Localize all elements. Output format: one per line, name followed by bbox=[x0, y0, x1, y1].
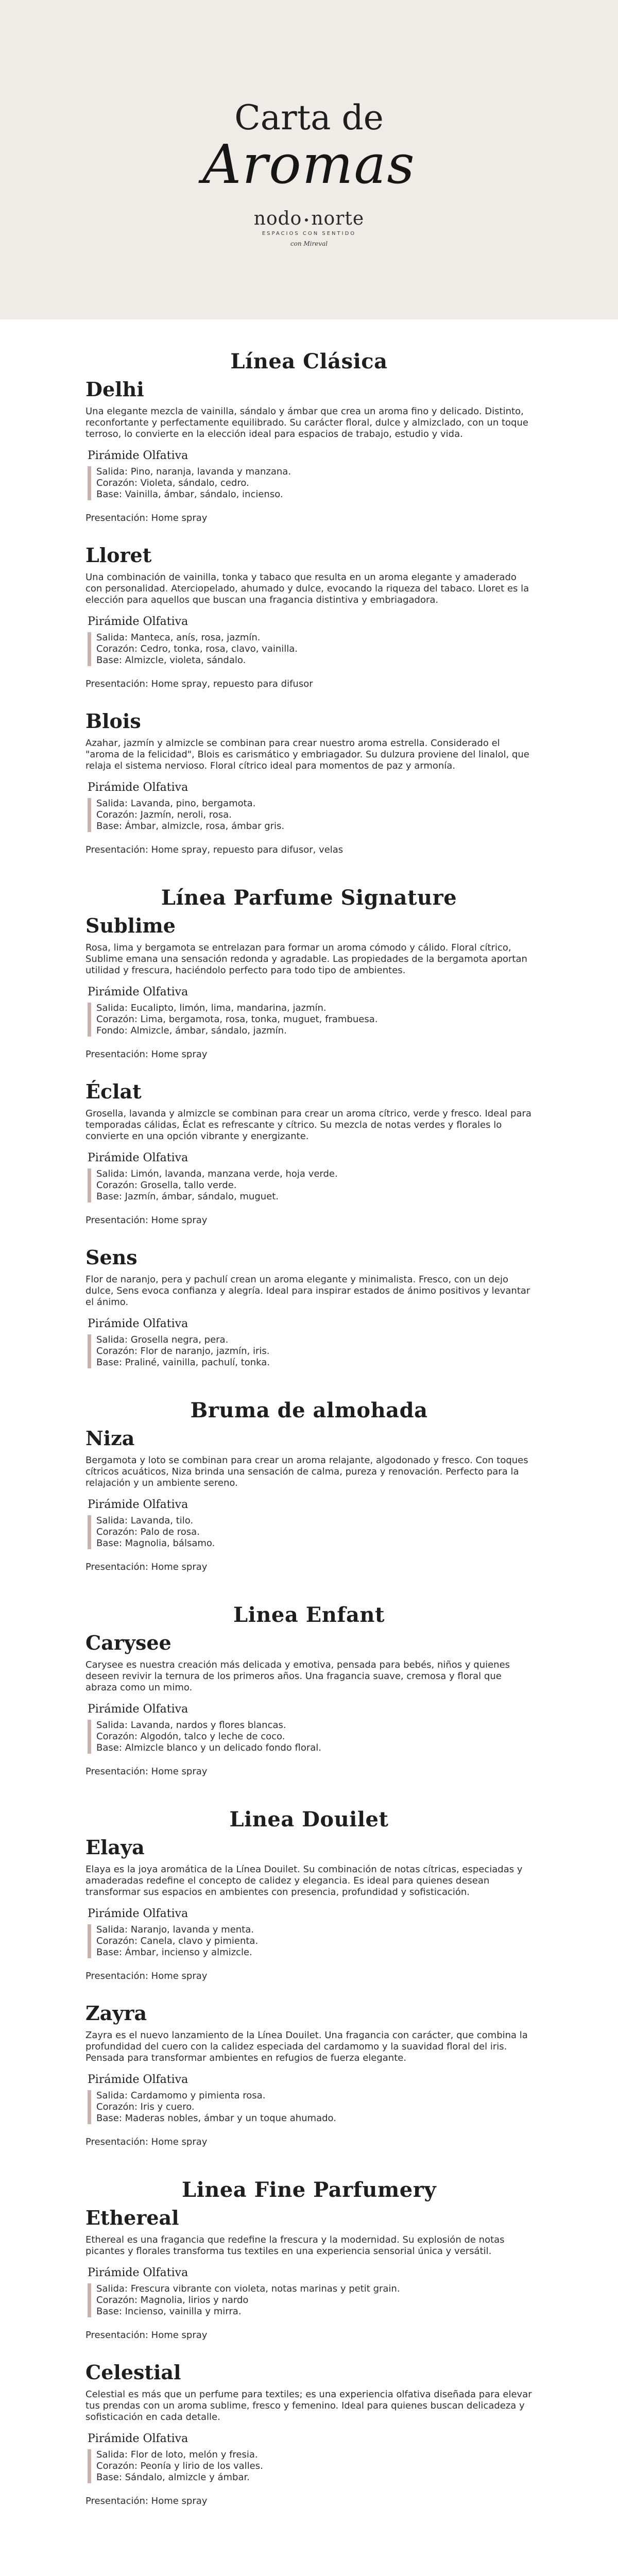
product-entry bbox=[85, 2361, 533, 2507]
pyramid-title: Pirámide Olfativa bbox=[88, 1703, 188, 1716]
product-entry bbox=[85, 1631, 533, 1777]
catalog-content bbox=[0, 319, 618, 2527]
catalog-section bbox=[85, 886, 533, 1368]
note-line: Corazón: Palo de rosa. bbox=[96, 1527, 200, 1537]
product-presentation: Presentación: Home spray bbox=[85, 1562, 208, 1572]
product-entry bbox=[85, 2206, 533, 2341]
catalog-section bbox=[85, 1807, 533, 2148]
catalog-section bbox=[85, 349, 533, 856]
product-description: Una combinación de vainilla, tonka y tabaco que resulta en un aroma elegante y amaderado con personalidad. Aterciopelado, ahumado y dulce, evocando la riqueza del tabaco. Lloret es la elección para aquellos que buscan una fragancia distintiva y embriagadora. bbox=[85, 572, 529, 605]
product-presentation: Presentación: Home spray bbox=[85, 2330, 208, 2341]
product-name: Celestial bbox=[85, 2361, 181, 2384]
brand-signature: con Mireval bbox=[290, 240, 328, 247]
note-line: Salida: Pino, naranja, lavanda y manzana. bbox=[96, 466, 291, 477]
brand-logo-left: nodo bbox=[253, 208, 302, 229]
section-title: Línea Clásica bbox=[230, 349, 388, 374]
section-title: Línea Parfume Signature bbox=[161, 886, 457, 910]
note-line: Corazón: Lima, bergamota, rosa, tonka, muguet, frambuesa. bbox=[96, 1014, 378, 1025]
product-description: Carysee es nuestra creación más delicada y emotiva, pensada para bebés, niños y quienes deseen revivir la ternura de los primeros años. Una fragancia suave, cremosa y floral que abraza como un mimo. bbox=[85, 1659, 510, 1693]
olfactory-notes bbox=[88, 466, 533, 500]
note-line: Salida: Flor de loto, melón y fresia. bbox=[96, 2449, 258, 2460]
note-line: Salida: Frescura vibrante con violeta, notas marinas y petit grain. bbox=[96, 2283, 400, 2294]
olfactory-notes bbox=[88, 2283, 533, 2317]
product-name: Ethereal bbox=[85, 2206, 179, 2229]
product-entry bbox=[85, 544, 533, 690]
note-line: Base: Almizcle blanco y un delicado fondo floral. bbox=[96, 1742, 322, 1753]
pyramid-title: Pirámide Olfativa bbox=[88, 781, 188, 794]
note-line: Fondo: Almizcle, ámbar, sándalo, jazmín. bbox=[96, 1025, 287, 1036]
pyramid-title: Pirámide Olfativa bbox=[88, 1498, 188, 1511]
note-line: Salida: Naranjo, lavanda y menta. bbox=[96, 1924, 254, 1935]
product-description: Zayra es el nuevo lanzamiento de la Línea Douilet. Una fragancia con carácter, que combina la profundidad del cuero con la calidez especiada del cardamomo y la suavidad floral del iris. Pensada para transformar ambientes en refugios de fuerza elegante. bbox=[85, 2030, 528, 2063]
section-title: Linea Enfant bbox=[233, 1603, 385, 1627]
olfactory-notes bbox=[88, 1720, 533, 1754]
note-line: Corazón: Algodón, talco y leche de coco. bbox=[96, 1731, 285, 1742]
note-line: Corazón: Iris y cuero. bbox=[96, 2102, 195, 2112]
olfactory-notes bbox=[88, 798, 533, 832]
title-top: Carta de bbox=[234, 98, 384, 138]
pyramid-title: Pirámide Olfativa bbox=[88, 449, 188, 462]
brand-tagline: ESPACIOS CON SENTIDO bbox=[262, 231, 356, 236]
product-entry bbox=[85, 1836, 533, 1982]
note-line: Corazón: Cedro, tonka, rosa, clavo, vainilla. bbox=[96, 643, 298, 654]
product-entry bbox=[85, 1246, 533, 1368]
note-line: Base: Sándalo, almizcle y ámbar. bbox=[96, 2472, 250, 2483]
product-name: Elaya bbox=[85, 1836, 145, 1859]
catalog-section bbox=[85, 2178, 533, 2507]
olfactory-notes bbox=[88, 1168, 533, 1202]
product-presentation: Presentación: Home spray bbox=[85, 1766, 208, 1777]
section-title: Linea Fine Parfumery bbox=[181, 2178, 437, 2202]
olfactory-notes bbox=[88, 2449, 533, 2483]
note-line: Base: Magnolia, bálsamo. bbox=[96, 1538, 215, 1549]
olfactory-notes bbox=[88, 1334, 533, 1368]
note-line: Corazón: Grosella, tallo verde. bbox=[96, 1180, 237, 1191]
product-name: Blois bbox=[85, 709, 141, 733]
note-line: Corazón: Jazmín, neroli, rosa. bbox=[96, 809, 232, 820]
product-description: Una elegante mezcla de vainilla, sándalo y ámbar que crea un aroma fino y delicado. Distinto, reconfortante y perfectamente equilibrado. Su carácter floral, dulce y almizclado, con un toque terroso, lo convierte en la elección ideal para espacios de trabajo, estudio y vida. bbox=[85, 406, 528, 439]
note-line: Base: Incienso, vainilla y mirra. bbox=[96, 2306, 242, 2317]
product-description: Rosa, lima y bergamota se entrelazan para formar un aroma cómodo y cálido. Floral cítrico, Sublime emana una sensación redonda y agradable. Las propiedades de la bergamota aportan utilidad y frescura, haciéndolo perfecto para todo tipo de ambientes. bbox=[85, 942, 527, 976]
pyramid-title: Pirámide Olfativa bbox=[88, 2073, 188, 2086]
product-presentation: Presentación: Home spray, repuesto para difusor bbox=[85, 679, 313, 689]
product-entry bbox=[85, 378, 533, 524]
note-line: Base: Maderas nobles, ámbar y un toque ahumado. bbox=[96, 2113, 336, 2124]
note-line: Corazón: Canela, clavo y pimienta. bbox=[96, 1936, 259, 1946]
product-entry bbox=[85, 914, 533, 1060]
pyramid-title: Pirámide Olfativa bbox=[88, 1907, 188, 1920]
note-line: Salida: Lavanda, tilo. bbox=[96, 1515, 194, 1526]
note-line: Salida: Lavanda, pino, bergamota. bbox=[96, 798, 256, 809]
pyramid-title: Pirámide Olfativa bbox=[88, 2432, 188, 2445]
note-line: Salida: Grosella negra, pera. bbox=[96, 1334, 229, 1345]
product-entry bbox=[85, 1080, 533, 1226]
note-line: Corazón: Peonía y lirio de los valles. bbox=[96, 2461, 263, 2471]
product-description: Azahar, jazmín y almizcle se combinan para crear nuestro aroma estrella. Considerado el "aroma de la felicidad", Blois es carismático y embriagador. Su dulzura proviene del linalol, que relaja el sistema nervioso. Floral cítrico ideal para momentos de paz y armonía. bbox=[85, 738, 529, 771]
note-line: Salida: Eucalipto, limón, lima, mandarina, jazmín. bbox=[96, 1003, 327, 1013]
brand-logo-dot bbox=[305, 218, 308, 222]
product-entry bbox=[85, 2002, 533, 2148]
title-script: Aromas bbox=[202, 133, 416, 196]
note-line: Base: Vainilla, ámbar, sándalo, incienso. bbox=[96, 489, 283, 500]
note-line: Salida: Manteca, anís, rosa, jazmín. bbox=[96, 632, 261, 643]
product-name: Lloret bbox=[85, 544, 152, 567]
product-presentation: Presentación: Home spray bbox=[85, 1215, 208, 1226]
pyramid-title: Pirámide Olfativa bbox=[88, 2266, 188, 2279]
note-line: Base: Praliné, vainilla, pachulí, tonka. bbox=[96, 1357, 270, 1368]
note-line: Corazón: Magnolia, lirios y nardo bbox=[96, 2295, 249, 2306]
note-line: Base: Jazmín, ámbar, sándalo, muguet. bbox=[96, 1191, 279, 1202]
product-name: Delhi bbox=[85, 378, 144, 401]
note-line: Corazón: Violeta, sándalo, cedro. bbox=[96, 478, 249, 488]
olfactory-notes bbox=[88, 1003, 533, 1037]
product-presentation: Presentación: Home spray bbox=[85, 513, 208, 523]
product-description: Grosella, lavanda y almizcle se combinan para crear un aroma cítrico, verde y fresco. Ideal para temporadas cálidas, Éclat es refrescante y cítrico. Su mezcla de notas verdes y florales lo convierte en una opción vibrante y energizante. bbox=[85, 1108, 531, 1142]
olfactory-notes bbox=[88, 1924, 533, 1958]
product-name: Sens bbox=[85, 1246, 138, 1269]
note-line: Salida: Limón, lavanda, manzana verde, hoja verde. bbox=[96, 1168, 338, 1179]
note-line: Base: Almizcle, violeta, sándalo. bbox=[96, 655, 246, 666]
product-name: Niza bbox=[85, 1427, 135, 1450]
olfactory-notes bbox=[88, 1515, 533, 1549]
olfactory-notes bbox=[88, 632, 533, 666]
note-line: Salida: Lavanda, nardos y flores blancas. bbox=[96, 1720, 286, 1731]
brand-logo bbox=[0, 208, 618, 229]
product-entry bbox=[85, 709, 533, 856]
pyramid-title: Pirámide Olfativa bbox=[88, 1151, 188, 1164]
product-presentation: Presentación: Home spray bbox=[85, 2496, 208, 2506]
header-banner bbox=[0, 0, 618, 319]
olfactory-notes bbox=[88, 2090, 533, 2124]
section-title: Linea Douilet bbox=[229, 1807, 389, 1832]
section-title: Bruma de almohada bbox=[190, 1398, 428, 1422]
note-line: Corazón: Flor de naranjo, jazmín, iris. bbox=[96, 1346, 270, 1357]
note-line: Salida: Cardamomo y pimienta rosa. bbox=[96, 2090, 266, 2101]
product-presentation: Presentación: Home spray bbox=[85, 2137, 208, 2147]
pyramid-title: Pirámide Olfativa bbox=[88, 986, 188, 998]
catalog-section bbox=[85, 1398, 533, 1573]
product-entry bbox=[85, 1427, 533, 1573]
note-line: Base: Ámbar, almizcle, rosa, ámbar gris. bbox=[96, 821, 285, 832]
product-name: Sublime bbox=[85, 914, 176, 937]
note-line: Base: Ámbar, incienso y almizcle. bbox=[96, 1947, 252, 1958]
product-name: Carysee bbox=[85, 1631, 171, 1654]
product-description: Celestial es más que un perfume para textiles; es una experiencia olfativa diseñada para elevar tus prendas con un aroma sublime, fresco y femenino. Ideal para quienes buscan delicadeza y sofisticación en cada detalle. bbox=[85, 2389, 532, 2422]
product-description: Ethereal es una fragancia que redefine la frescura y la modernidad. Su explosión de notas picantes y florales transforma tus textiles en una experiencia sensorial única y versátil. bbox=[85, 2234, 505, 2257]
product-description: Bergamota y loto se combinan para crear un aroma relajante, algodonado y fresco. Con toques cítricos acuáticos, Niza brinda una sensación de calma, pureza y renovación. Perfecto para la relajación y un ambiente sereno. bbox=[85, 1455, 528, 1488]
product-name: Éclat bbox=[85, 1080, 142, 1103]
pyramid-title: Pirámide Olfativa bbox=[88, 1317, 188, 1330]
product-description: Elaya es la joya aromática de la Línea Douilet. Su combinación de notas cítricas, especiadas y amaderadas redefine el concepto de calidez y elegancia. Es ideal para quienes desean transformar sus espacios en ambientes con presencia, profundidad y sofisticación. bbox=[85, 1864, 523, 1897]
product-name: Zayra bbox=[85, 2002, 147, 2025]
product-presentation: Presentación: Home spray, repuesto para difusor, velas bbox=[85, 844, 344, 855]
catalog-section bbox=[85, 1603, 533, 1777]
product-presentation: Presentación: Home spray bbox=[85, 1049, 208, 1060]
product-description: Flor de naranjo, pera y pachulí crean un aroma elegante y minimalista. Fresco, con un dejo dulce, Sens evoca confianza y alegría. Ideal para inspirar estados de ánimo positivos y levantar el ánimo. bbox=[85, 1274, 530, 1308]
brand-logo-right: norte bbox=[311, 208, 365, 229]
pyramid-title: Pirámide Olfativa bbox=[88, 615, 188, 628]
product-presentation: Presentación: Home spray bbox=[85, 1971, 208, 1981]
